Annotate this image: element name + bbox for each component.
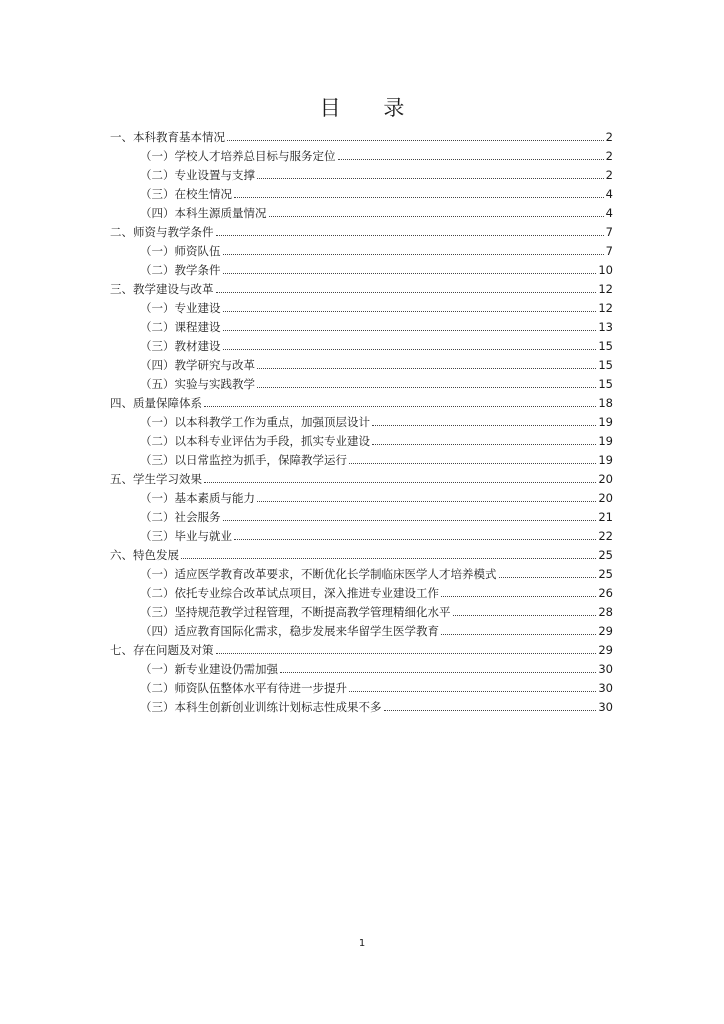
toc-entry-label: （三）毕业与就业 bbox=[140, 529, 232, 543]
toc-entry[interactable] bbox=[140, 334, 613, 353]
dot-leader bbox=[223, 310, 597, 312]
dot-leader bbox=[223, 253, 604, 255]
toc-entry-page: 10 bbox=[598, 263, 613, 277]
toc-entry-label: （三）教材建设 bbox=[140, 339, 221, 353]
toc-entry-page: 30 bbox=[598, 700, 613, 714]
toc-entry[interactable] bbox=[140, 448, 613, 467]
toc-entry-label: （二）教学条件 bbox=[140, 263, 221, 277]
toc-entry-label: （一）新专业建设仍需加强 bbox=[140, 662, 278, 676]
dot-leader bbox=[216, 234, 604, 236]
toc-entry[interactable] bbox=[140, 201, 613, 220]
dot-leader bbox=[269, 215, 604, 217]
toc-entry[interactable] bbox=[140, 410, 613, 429]
toc-entry-label: 七、存在问题及对策 bbox=[110, 643, 214, 657]
dot-leader bbox=[181, 557, 596, 559]
toc-entry[interactable] bbox=[110, 467, 613, 486]
dot-leader bbox=[441, 633, 596, 635]
toc-entry-page: 29 bbox=[598, 624, 613, 638]
toc-entry[interactable] bbox=[140, 657, 613, 676]
dot-leader bbox=[257, 386, 596, 388]
dot-leader bbox=[223, 348, 597, 350]
toc-entry-page: 30 bbox=[598, 681, 613, 695]
dot-leader bbox=[257, 367, 596, 369]
dot-leader bbox=[216, 652, 597, 654]
toc-entry-label: （三）坚持规范教学过程管理，不断提高教学管理精细化水平 bbox=[140, 605, 451, 619]
dot-leader bbox=[384, 709, 597, 711]
dot-leader bbox=[349, 462, 596, 464]
toc-entry[interactable] bbox=[140, 695, 613, 714]
toc-entry-label: （三）在校生情况 bbox=[140, 187, 232, 201]
toc-entry-label: （一）专业建设 bbox=[140, 301, 221, 315]
dot-leader bbox=[227, 139, 604, 141]
toc-entry-page: 2 bbox=[605, 130, 613, 144]
dot-leader bbox=[257, 177, 604, 179]
toc-entry-page: 2 bbox=[605, 149, 613, 163]
toc-entry-label: （一）以本科教学工作为重点，加强顶层设计 bbox=[140, 415, 370, 429]
toc-entry-label: 三、教学建设与改革 bbox=[110, 282, 214, 296]
toc-entry-label: 二、师资与教学条件 bbox=[110, 225, 214, 239]
dot-leader bbox=[204, 405, 596, 407]
page-title: 目 录 bbox=[319, 96, 423, 120]
toc-entry-label: （三）本科生创新创业训练计划标志性成果不多 bbox=[140, 700, 382, 714]
toc-entry[interactable] bbox=[140, 600, 613, 619]
toc-entry-label: （四）本科生源质量情况 bbox=[140, 206, 267, 220]
toc-entry-page: 13 bbox=[598, 320, 613, 334]
toc-entry-page: 7 bbox=[605, 225, 613, 239]
toc-entry[interactable] bbox=[140, 372, 613, 391]
toc-entry-page: 4 bbox=[605, 206, 613, 220]
toc-entry[interactable] bbox=[110, 638, 613, 657]
toc-entry-label: （二）依托专业综合改革试点项目，深入推进专业建设工作 bbox=[140, 586, 439, 600]
dot-leader bbox=[234, 196, 604, 198]
toc-entry-page: 4 bbox=[605, 187, 613, 201]
toc-entry-label: 五、学生学习效果 bbox=[110, 472, 202, 486]
toc-entry-label: （四）适应教育国际化需求，稳步发展来华留学生医学教育 bbox=[140, 624, 439, 638]
dot-leader bbox=[223, 329, 597, 331]
toc-entry[interactable] bbox=[140, 163, 613, 182]
toc-entry-label: （二）专业设置与支撑 bbox=[140, 168, 255, 182]
toc-entry-page: 12 bbox=[598, 282, 613, 296]
toc-entry-page: 25 bbox=[598, 567, 613, 581]
toc-entry[interactable] bbox=[110, 220, 613, 239]
toc-entry-page: 28 bbox=[598, 605, 613, 619]
toc-entry-page: 19 bbox=[598, 415, 613, 429]
toc-entry-label: （一）基本素质与能力 bbox=[140, 491, 255, 505]
dot-leader bbox=[349, 690, 596, 692]
toc-entry[interactable] bbox=[140, 581, 613, 600]
toc-entry[interactable] bbox=[140, 296, 613, 315]
toc-entry-page: 20 bbox=[598, 491, 613, 505]
toc-entry[interactable] bbox=[140, 505, 613, 524]
dot-leader bbox=[453, 614, 597, 616]
toc-entry[interactable] bbox=[110, 543, 613, 562]
toc-entry-label: （四）教学研究与改革 bbox=[140, 358, 255, 372]
toc-entry-page: 25 bbox=[598, 548, 613, 562]
toc-entry-label: 六、特色发展 bbox=[110, 548, 179, 562]
toc-entry-label: （一）学校人才培养总目标与服务定位 bbox=[140, 149, 336, 163]
dot-leader bbox=[499, 576, 597, 578]
dot-leader bbox=[216, 291, 597, 293]
toc-entry-label: （二）师资队伍整体水平有待进一步提升 bbox=[140, 681, 347, 695]
toc-entry[interactable] bbox=[140, 144, 613, 163]
toc-entry-label: 四、质量保障体系 bbox=[110, 396, 202, 410]
dot-leader bbox=[223, 272, 597, 274]
toc-entry-page: 7 bbox=[605, 244, 613, 258]
toc-entry-label: 一、本科教育基本情况 bbox=[110, 130, 225, 144]
dot-leader bbox=[372, 443, 596, 445]
dot-leader bbox=[338, 158, 604, 160]
dot-leader bbox=[223, 519, 597, 521]
toc-entry[interactable] bbox=[140, 676, 613, 695]
toc-entry-page: 19 bbox=[598, 434, 613, 448]
toc-entry-page: 15 bbox=[598, 358, 613, 372]
toc-entry[interactable] bbox=[140, 619, 613, 638]
toc-entry-page: 20 bbox=[598, 472, 613, 486]
toc-entry-page: 26 bbox=[598, 586, 613, 600]
dot-leader bbox=[257, 500, 596, 502]
toc-entry[interactable] bbox=[140, 562, 613, 581]
toc-entry-label: （三）以日常监控为抓手，保障教学运行 bbox=[140, 453, 347, 467]
toc-entry[interactable] bbox=[110, 391, 613, 410]
toc-entry-label: （一）师资队伍 bbox=[140, 244, 221, 258]
toc-entry-label: （一）适应医学教育改革要求，不断优化长学制临床医学人才培养模式 bbox=[140, 567, 497, 581]
toc-entry[interactable] bbox=[140, 353, 613, 372]
toc-entry[interactable] bbox=[140, 315, 613, 334]
toc-entry-page: 29 bbox=[598, 643, 613, 657]
dot-leader bbox=[204, 481, 596, 483]
toc-entry[interactable] bbox=[140, 182, 613, 201]
page-number: 1 bbox=[358, 938, 366, 949]
toc-entry[interactable] bbox=[140, 524, 613, 543]
toc-entry-page: 15 bbox=[598, 339, 613, 353]
toc-entry-page: 2 bbox=[605, 168, 613, 182]
toc-entry-label: （二）课程建设 bbox=[140, 320, 221, 334]
toc-entry-page: 19 bbox=[598, 453, 613, 467]
toc-entry-page: 30 bbox=[598, 662, 613, 676]
toc-entry-label: （五）实验与实践教学 bbox=[140, 377, 255, 391]
toc-entry-page: 21 bbox=[598, 510, 613, 524]
dot-leader bbox=[280, 671, 596, 673]
toc-entry-page: 12 bbox=[598, 301, 613, 315]
toc-entry[interactable] bbox=[110, 125, 613, 144]
dot-leader bbox=[372, 424, 596, 426]
toc-entry[interactable] bbox=[140, 486, 613, 505]
toc-entry-label: （二）以本科专业评估为手段，抓实专业建设 bbox=[140, 434, 370, 448]
toc-entry-page: 15 bbox=[598, 377, 613, 391]
dot-leader bbox=[234, 538, 596, 540]
toc-entry-page: 18 bbox=[598, 396, 613, 410]
dot-leader bbox=[441, 595, 596, 597]
toc-entry-page: 22 bbox=[598, 529, 613, 543]
toc-entry[interactable] bbox=[140, 429, 613, 448]
toc-entry[interactable] bbox=[140, 258, 613, 277]
toc-entry[interactable] bbox=[110, 277, 613, 296]
toc-entry[interactable] bbox=[140, 239, 613, 258]
toc-entry-label: （二）社会服务 bbox=[140, 510, 221, 524]
